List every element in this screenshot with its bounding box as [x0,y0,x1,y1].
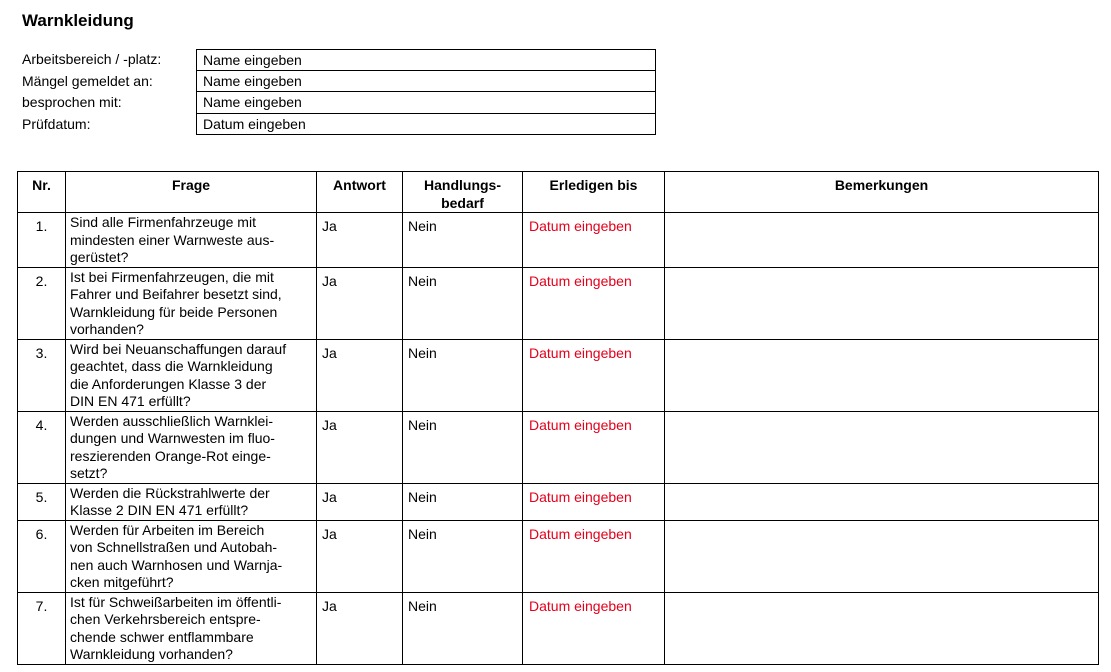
bemerkungen-field[interactable] [665,592,1099,664]
question-line: setzt? [70,465,108,481]
question-line: Wird bei Neuanschaffungen darauf [70,340,287,357]
header-bedarf-line2: bedarf [441,194,484,211]
table-row [18,411,1099,483]
besprochen-mit-field[interactable]: Name eingeben [196,92,656,114]
row-number: 6. [18,520,66,592]
meta-row-maengel [22,71,656,93]
bemerkungen-field[interactable] [665,213,1099,268]
question-line: Klasse 2 DIN EN 471 erfüllt? [70,502,249,518]
meta-label: Arbeitsbereich / -platz: [22,51,162,67]
meta-label: Mängel gemeldet an: [22,72,153,89]
erledigen-date-field[interactable]: Datum eingeben [523,520,665,592]
row-number: 5. [18,483,66,520]
answer-dropdown[interactable]: Ja [317,267,403,339]
row-number: 7. [18,592,66,664]
question-line: DIN EN 471 erfüllt? [70,393,191,409]
header-bedarf-line1: Handlungs- [424,177,501,193]
bemerkungen-field[interactable] [665,339,1099,411]
maengel-gemeldet-field[interactable]: Name eingeben [196,71,656,93]
question-line: Fahrer und Beifahrer besetzt sind, [70,286,282,302]
question-line: Werden für Arbeiten im Bereich [70,521,265,538]
erledigen-date-field[interactable]: Datum eingeben [523,267,665,339]
meta-label: Prüfdatum: [22,115,91,132]
arbeitsbereich-field[interactable]: Name eingeben [196,49,656,71]
table-row [18,213,1099,268]
bemerkungen-field[interactable] [665,267,1099,339]
table-row [18,483,1099,520]
erledigen-date-field[interactable]: Datum eingeben [523,483,665,520]
meta-form [22,49,656,135]
question-cell [66,339,317,411]
handlungsbedarf-dropdown[interactable]: Nein [403,339,523,411]
erledigen-date-field[interactable]: Datum eingeben [523,411,665,483]
question-cell [66,411,317,483]
meta-label: besprochen mit: [22,94,122,110]
question-cell [66,267,317,339]
handlungsbedarf-dropdown[interactable]: Nein [403,411,523,483]
question-line: Werden die Rückstrahlwerte der [70,484,270,501]
handlungsbedarf-dropdown[interactable]: Nein [403,520,523,592]
question-line: geachtet, dass die Warnkleidung [70,358,273,374]
question-line: Sind alle Firmenfahrzeuge mit [70,214,256,230]
header-erledigen: Erledigen bis [523,172,665,213]
meta-row-pruefdatum [22,114,656,136]
table-header-row [18,172,1099,213]
row-number: 1. [18,213,66,268]
answer-dropdown[interactable]: Ja [317,339,403,411]
answer-dropdown[interactable]: Ja [317,520,403,592]
question-line: nen auch Warnhosen und Warnja- [70,556,283,573]
question-cell [66,520,317,592]
row-number: 2. [18,267,66,339]
question-line: chen Verkehrsbereich entspre- [70,611,261,627]
erledigen-date-field[interactable]: Datum eingeben [523,339,665,411]
table-row [18,592,1099,664]
handlungsbedarf-dropdown[interactable]: Nein [403,483,523,520]
question-line: gerüstet? [70,249,129,265]
row-number: 4. [18,411,66,483]
question-line: cken mitgeführt? [70,574,174,590]
bemerkungen-field[interactable] [665,411,1099,483]
question-line: chende schwer entflammbare [70,628,254,645]
header-frage: Frage [66,172,317,213]
meta-row-arbeitsbereich [22,49,656,71]
bemerkungen-field[interactable] [665,520,1099,592]
question-line: die Anforderungen Klasse 3 der [70,375,267,392]
table-row [18,520,1099,592]
row-number: 3. [18,339,66,411]
handlungsbedarf-dropdown[interactable]: Nein [403,592,523,664]
question-line: Ist bei Firmenfahrzeugen, die mit [70,268,274,285]
erledigen-date-field[interactable]: Datum eingeben [523,213,665,268]
answer-dropdown[interactable]: Ja [317,483,403,520]
bemerkungen-field[interactable] [665,483,1099,520]
header-antwort: Antwort [317,172,403,213]
question-line: dungen und Warnwesten im fluo- [70,430,275,446]
question-line: mindesten einer Warnweste aus- [70,231,275,248]
question-line: vorhanden? [70,321,144,337]
question-line: Warnkleidung vorhanden? [70,646,233,662]
question-line: reszierenden Orange-Rot einge- [70,447,271,464]
handlungsbedarf-dropdown[interactable]: Nein [403,213,523,268]
pruefdatum-field[interactable]: Datum eingeben [196,114,656,136]
answer-dropdown[interactable]: Ja [317,592,403,664]
answer-dropdown[interactable]: Ja [317,411,403,483]
question-cell [66,213,317,268]
checklist-table [17,171,1099,665]
document-title: Warnkleidung [22,11,134,30]
answer-dropdown[interactable]: Ja [317,213,403,268]
question-line: Ist für Schweißarbeiten im öffentli- [70,593,282,610]
header-handlungsbedarf [403,172,523,213]
table-row [18,339,1099,411]
question-line: Warnkleidung für beide Personen [70,303,278,320]
erledigen-date-field[interactable]: Datum eingeben [523,592,665,664]
handlungsbedarf-dropdown[interactable]: Nein [403,267,523,339]
question-cell [66,592,317,664]
question-line: Werden ausschließlich Warnklei- [70,412,274,429]
table-row [18,267,1099,339]
question-cell [66,483,317,520]
header-bemerkungen: Bemerkungen [665,172,1099,213]
question-line: von Schnellstraßen und Autobah- [70,539,278,555]
header-nr: Nr. [18,172,66,213]
meta-row-besprochen [22,92,656,114]
